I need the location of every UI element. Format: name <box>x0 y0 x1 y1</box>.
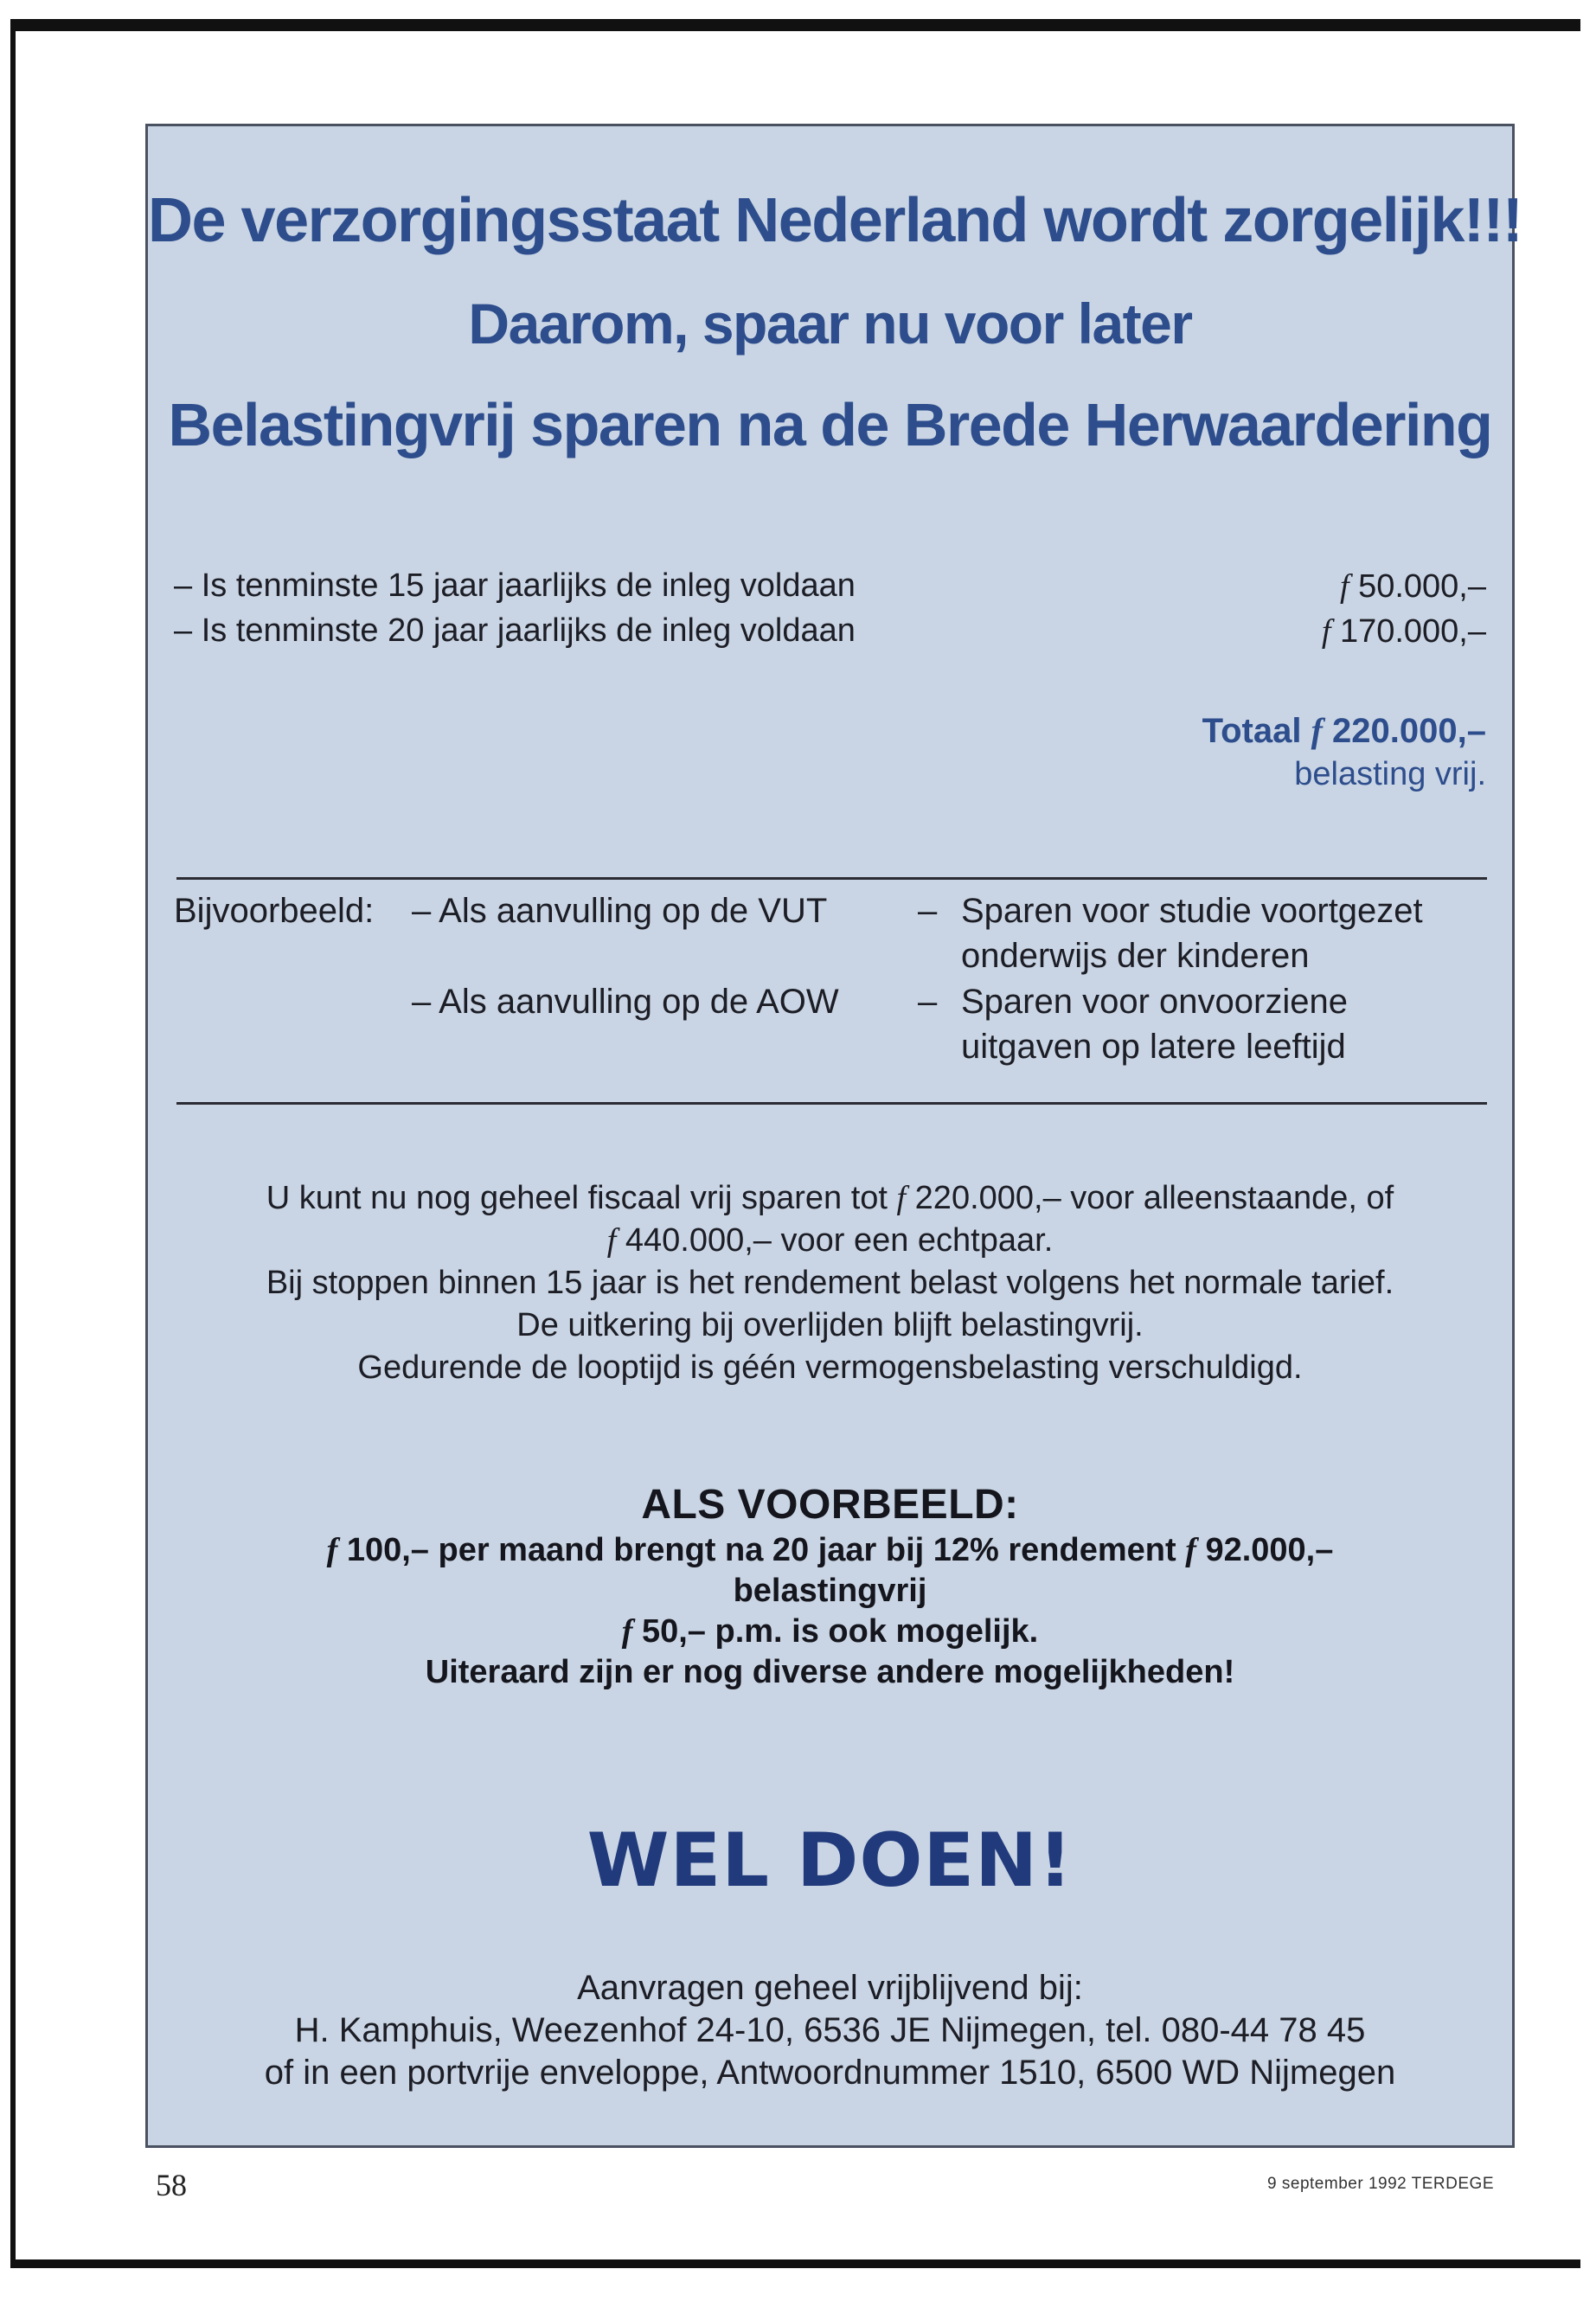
advertisement <box>145 124 1522 2148</box>
example-calculation <box>148 1480 1512 1693</box>
example-line-1 <box>148 1530 1512 1571</box>
headline-line-3: Belastingvrij sparen na de Brede Herwaardering <box>168 391 1492 458</box>
example-line-4: Uiteraard zijn er nog diverse andere mogelijkheden! <box>425 1654 1235 1690</box>
contact-line-3: of in een portvrije enveloppe, Antwoordnummer 1510, 6500 WD Nijmegen <box>264 2054 1396 2092</box>
amount-value: 170.000,– <box>1339 613 1486 650</box>
guilder-sign: f <box>1321 613 1331 650</box>
condition-amount <box>1340 567 1486 606</box>
info-line-1a: U kunt nu nog geheel fiscaal vrij sparen tot <box>266 1180 888 1216</box>
guilder-sign: f <box>1185 1532 1196 1568</box>
info-line-2b: 440.000,– voor een echtpaar. <box>625 1222 1054 1259</box>
condition-row <box>174 567 856 605</box>
example-right-1a: Sparen voor studie voortgezet <box>961 892 1423 930</box>
example-line-3 <box>148 1612 1512 1652</box>
guilder-sign: f <box>326 1532 338 1568</box>
page-number: 58 <box>156 2168 187 2202</box>
condition-text: Is tenminste 20 jaar jaarlijks de inleg voldaan <box>201 612 856 649</box>
condition-dash: – <box>174 612 193 649</box>
example-line-3b: 50,– p.m. is ook mogelijk. <box>641 1613 1039 1650</box>
example-right-2a: Sparen voor onvoorziene <box>961 983 1348 1021</box>
guilder-sign: f <box>896 1180 907 1216</box>
example-title: ALS VOORBEELD: <box>641 1482 1019 1528</box>
total-block <box>1202 710 1486 793</box>
total-amount: 220.000,– <box>1332 712 1486 750</box>
examples-label: Bijvoorbeeld: <box>174 892 375 930</box>
info-paragraph <box>148 1177 1512 1389</box>
example-right-dash-2: – <box>918 983 938 1021</box>
divider-bottom <box>176 1102 1487 1105</box>
info-line-4: De uitkering bij overlijden blijft belastingvrij. <box>516 1307 1144 1343</box>
example-right-1b: onderwijs der kinderen <box>961 937 1310 975</box>
headline-line-2: Daarom, spaar nu voor later <box>468 292 1192 356</box>
condition-amount <box>1322 612 1486 651</box>
call-to-action: WEL DOEN! <box>586 1817 1074 1904</box>
info-line-3: Bij stoppen binnen 15 jaar is het rendement belast volgens het normale tarief. <box>266 1265 1394 1301</box>
guilder-sign: f <box>1311 711 1323 750</box>
info-line-1b: 220.000,– voor alleenstaande, of <box>914 1180 1394 1216</box>
headline-line-1: De verzorgingsstaat Nederland wordt zorgelijk!!! <box>148 186 1522 255</box>
info-line-5: Gedurende de looptijd is géén vermogensbelasting verschuldigd. <box>357 1349 1303 1386</box>
total-note: belasting vrij. <box>1294 756 1486 792</box>
guilder-sign: f <box>1339 568 1349 605</box>
example-line-2: belastingvrij <box>733 1573 927 1609</box>
info-line-2 <box>148 1220 1512 1262</box>
guilder-sign: f <box>606 1222 617 1259</box>
example-left-2: – Als aanvulling op de AOW <box>412 983 839 1021</box>
condition-dash: – <box>174 567 193 604</box>
example-left-1: – Als aanvulling op de VUT <box>412 892 828 930</box>
example-line-1a: 100,– per maand brengt na 20 jaar bij 12% rendement <box>346 1532 1176 1568</box>
guilder-sign: f <box>621 1613 633 1650</box>
amount-value: 50.000,– <box>1358 568 1486 605</box>
condition-text: Is tenminste 15 jaar jaarlijks de inleg voldaan <box>201 567 856 604</box>
total-label: Totaal <box>1202 712 1302 750</box>
contact-line-2: H. Kamphuis, Weezenhof 24-10, 6536 JE Nijmegen, tel. 080-44 78 45 <box>294 2011 1366 2049</box>
issue-info: 9 september 1992 TERDEGE <box>1267 2175 1494 2193</box>
divider-top <box>176 877 1487 880</box>
example-right-dash-1: – <box>918 892 938 930</box>
example-line-1b: 92.000,– <box>1205 1532 1334 1568</box>
info-line-1 <box>148 1177 1512 1220</box>
contact-line-1: Aanvragen geheel vrijblijvend bij: <box>577 1969 1083 2007</box>
total-line <box>1202 710 1486 751</box>
example-right-2b: uitgaven op latere leeftijd <box>961 1028 1346 1066</box>
contact-block <box>148 1967 1512 2094</box>
condition-row <box>174 612 856 650</box>
